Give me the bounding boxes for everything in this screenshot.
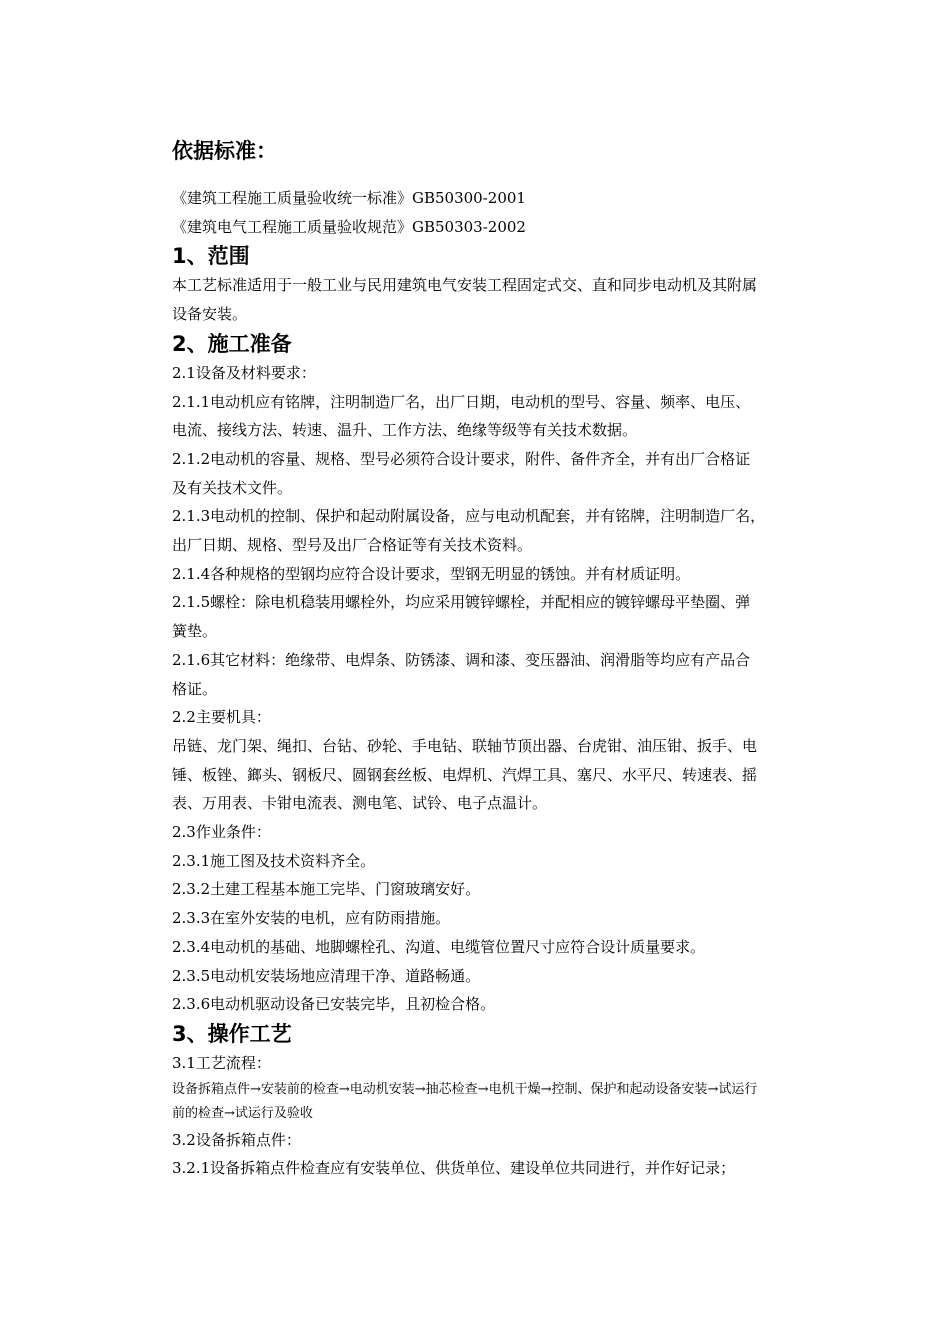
paragraph-line: 吊链、龙门架、绳扣、台钻、砂轮、手电钻、联轴节顶出器、台虎钳、油压钳、扳手、电 [172,736,758,755]
paragraph-line: 2.3.3在室外安装的电机，应有防雨措施。 [172,909,451,928]
paragraph-line: 3.2.1设备拆箱点件检查应有安装单位、供货单位、建设单位共同进行，并作好记录； [172,1159,736,1178]
standard-item: 《建筑电气工程施工质量验收规范》GB50303-2002 [172,217,526,236]
paragraph-line: 2.3.1施工图及技术资料齐全。 [172,851,376,870]
paragraph-line: 2.3作业条件： [172,823,271,842]
paragraph-line: 簧垫。 [172,622,218,641]
paragraph-line: 2.1.6其它材料：绝缘带、电焊条、防锈漆、调和漆、变压器油、润滑脂等均应有产品合 [172,650,751,669]
basis-heading: 依据标准： [172,139,277,163]
paragraph-line: 2.1设备及材料要求： [172,363,316,382]
document-body [172,136,862,1183]
standard-item: 《建筑工程施工质量验收统一标准》GB50300-2001 [172,189,526,207]
paragraph-line: 2.1.3电动机的控制、保护和起动附属设备，应与电动机配套，并有铭牌，注明制造厂名， [172,507,766,526]
paragraph-line: 及有关技术文件。 [172,478,293,497]
section-3-heading: 3、操作工艺 [172,1021,292,1046]
paragraph-line: 2.3.2土建工程基本施工完毕、门窗玻璃安好。 [172,880,481,899]
section-3-body [172,1049,862,1183]
paragraph-line: 本工艺标准适用于一般工业与民用建筑电气安装工程固定式交、直和同步电动机及其附属 [172,276,758,295]
section-1-body [172,271,862,328]
section-2-heading: 2、施工准备 [172,331,292,356]
paragraph-line: 2.3.4电动机的基础、地脚螺栓孔、沟道、电缆管位置尺寸应符合设计质量要求。 [172,937,706,956]
paragraph-line: 2.2主要机具： [172,708,271,727]
section-2-body [172,359,862,1019]
paragraph-line: 设备安装。 [172,305,248,324]
paragraph-line: 2.3.6电动机驱动设备已安装完毕，且初检合格。 [172,995,496,1014]
paragraph-line: 出厂日期、规格、型号及出厂合格证等有关技术资料。 [172,536,533,555]
paragraph-line: 2.1.1电动机应有铭牌，注明制造厂名，出厂日期，电动机的型号、容量、频率、电压、 [172,392,751,411]
standards-list [172,184,862,241]
paragraph-line: 锤、板锉、鎯头、钢板尺、圆钢套丝板、电焊机、汽焊工具、塞尺、水平尺、转速表、摇 [172,765,758,784]
process-flow-line: 设备拆箱点件→安装前的检查→电动机安装→抽芯检查→电机干燥→控制、保护和起动设备安装→试运行 [172,1081,758,1097]
section-1-heading: 1、范围 [172,244,250,269]
paragraph-line: 2.1.2电动机的容量、规格、型号必须符合设计要求，附件、备件齐全，并有出厂合格证 [172,449,751,468]
paragraph-line: 2.1.5螺栓：除电机稳装用螺栓外，均应采用镀锌螺栓，并配相应的镀锌螺母平垫圈、弹 [172,593,751,612]
process-flow-line: 前的检查→试运行及验收 [172,1105,313,1121]
paragraph-line: 3.2设备拆箱点件： [172,1130,301,1149]
paragraph-line: 格证。 [172,679,218,698]
paragraph-line: 2.1.4各种规格的型钢均应符合设计要求，型钢无明显的锈蚀。并有材质证明。 [172,564,691,583]
paragraph-line: 电流、接线方法、转速、温升、工作方法、绝缘等级等有关技术数据。 [172,421,638,440]
paragraph-line: 3.1工艺流程： [172,1053,271,1072]
paragraph-line: 表、万用表、卡钳电流表、测电笔、试铃、电子点温计。 [172,794,548,813]
paragraph-line: 2.3.5电动机安装场地应清理干净、道路畅通。 [172,966,481,985]
